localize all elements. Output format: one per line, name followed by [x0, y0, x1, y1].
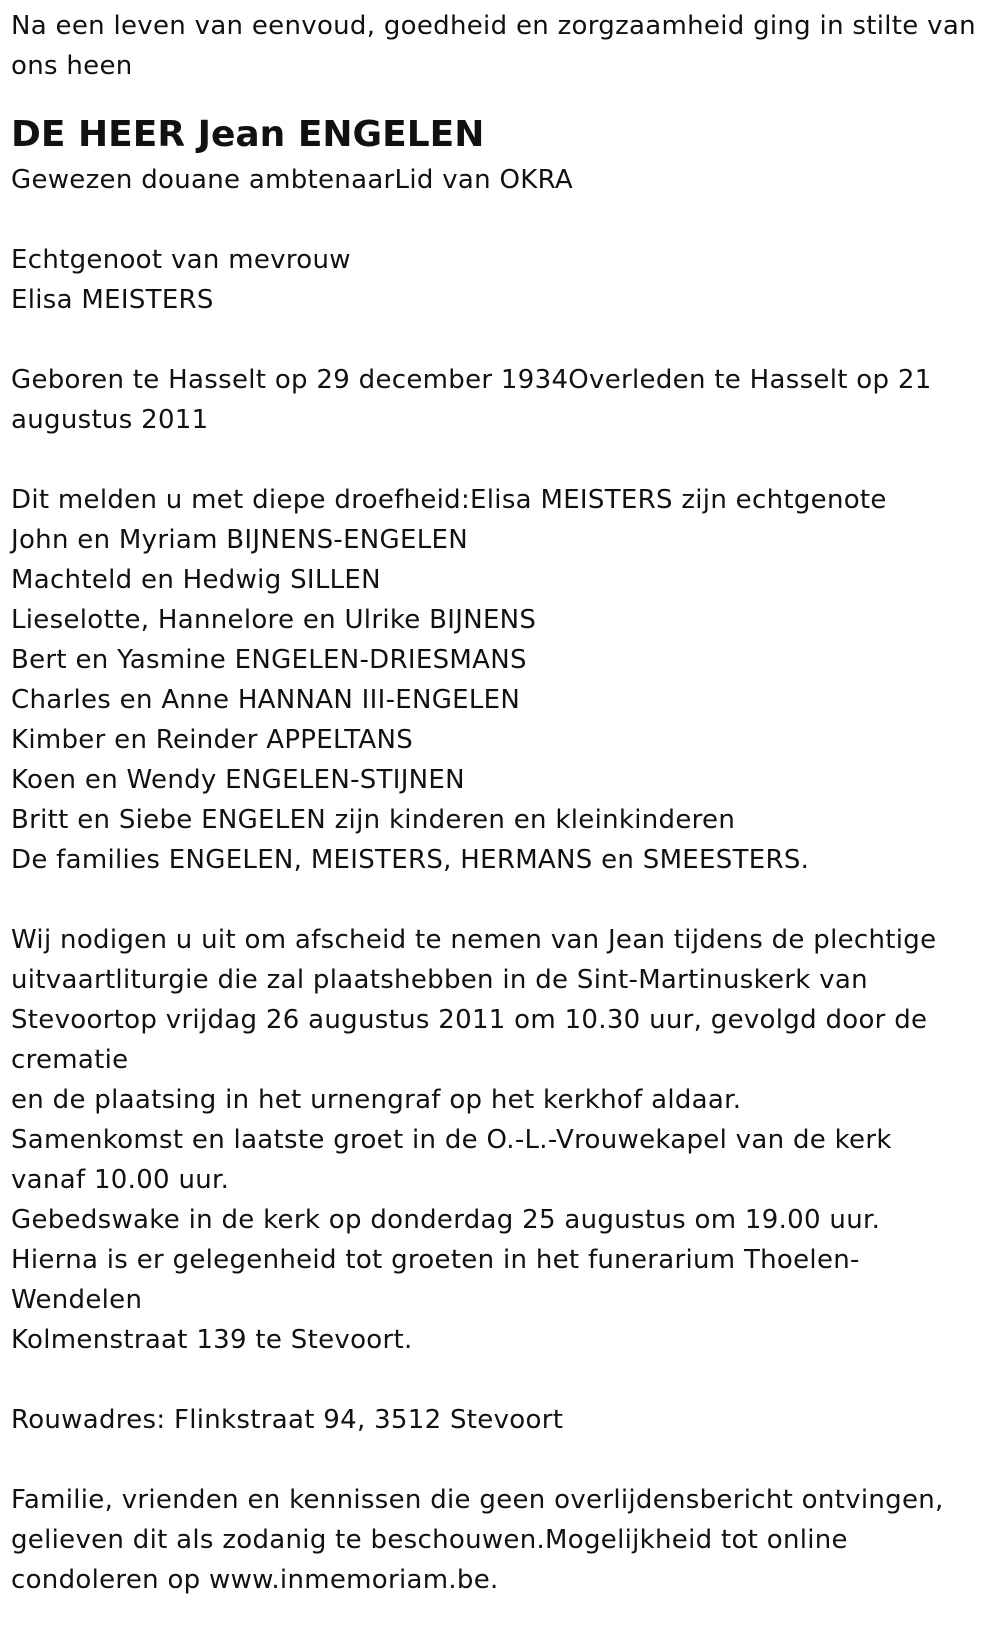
intro-line: Na een leven van eenvoud, goedheid en zorgzaamheid ging in stilte van	[11, 11, 976, 41]
closing-line: Familie, vrienden en kennissen die geen overlijdensbericht ontvingen,	[11, 1485, 944, 1515]
paragraph-spacer	[11, 1440, 989, 1480]
ceremony-line: Kolmenstraat 139 te Stevoort.	[11, 1325, 413, 1355]
spouse-line: Echtgenoot van mevrouw	[11, 245, 351, 275]
mourning-address: Rouwadres: Flinkstraat 94, 3512 Stevoort	[11, 1405, 564, 1435]
ceremony-line: Wij nodigen u uit om afscheid te nemen van Jean tijdens de plechtige	[11, 925, 937, 955]
spouse-line: Elisa MEISTERS	[11, 285, 214, 315]
spouse-paragraph	[11, 240, 989, 320]
mourner-line: Koen en Wendy ENGELEN-STIJNEN	[11, 765, 465, 795]
paragraph-spacer	[11, 440, 989, 480]
intro-line: ons heen	[11, 51, 133, 81]
ceremony-line: Samenkomst en laatste groet in de O.-L.-Vrouwekapel van de kerk	[11, 1125, 892, 1155]
mourner-line: Charles en Anne HANNAN III-ENGELEN	[11, 685, 521, 715]
ceremony-paragraph	[11, 920, 989, 1360]
paragraph-spacer	[11, 200, 989, 240]
ceremony-line: Wendelen	[11, 1285, 143, 1315]
birth-death-paragraph	[11, 360, 989, 440]
closing-line: condoleren op www.inmemoriam.be.	[11, 1565, 499, 1595]
paragraph-spacer	[11, 320, 989, 360]
ceremony-line: Gebedswake in de kerk op donderdag 25 augustus om 19.00 uur.	[11, 1205, 881, 1235]
mourner-line: Bert en Yasmine ENGELEN-DRIESMANS	[11, 645, 527, 675]
ceremony-line: vanaf 10.00 uur.	[11, 1165, 230, 1195]
birth-death-line: Geboren te Hasselt op 29 december 1934Overleden te Hasselt op 21	[11, 365, 932, 395]
ceremony-line: crematie	[11, 1045, 129, 1075]
closing-paragraph	[11, 1480, 989, 1600]
closing-line: gelieven dit als zodanig te beschouwen.Mogelijkheid tot online	[11, 1525, 848, 1555]
birth-death-line: augustus 2011	[11, 405, 209, 435]
mourner-line: Britt en Siebe ENGELEN zijn kinderen en kleinkinderen	[11, 805, 736, 835]
occupation-line: Gewezen douane ambtenaarLid van OKRA	[11, 165, 573, 195]
ceremony-line: Hierna is er gelegenheid tot groeten in het funerarium Thoelen-	[11, 1245, 860, 1275]
mourner-line: Dit melden u met diepe droefheid:Elisa MEISTERS zijn echtgenote	[11, 485, 887, 515]
paragraph-spacer	[11, 1360, 989, 1400]
mourner-line: Machteld en Hedwig SILLEN	[11, 565, 381, 595]
mourners-paragraph	[11, 480, 989, 880]
paragraph-spacer	[11, 880, 989, 920]
ceremony-line: en de plaatsing in het urnengraf op het kerkhof aldaar.	[11, 1085, 742, 1115]
mourner-line: John en Myriam BIJNENS-ENGELEN	[11, 525, 468, 555]
ceremony-line: uitvaartliturgie die zal plaatshebben in de Sint-Martinuskerk van	[11, 965, 868, 995]
mourner-line: Lieselotte, Hannelore en Ulrike BIJNENS	[11, 605, 537, 635]
intro-paragraph	[11, 6, 989, 86]
deceased-name-title: DE HEER Jean ENGELEN	[11, 114, 485, 155]
mourner-line: De families ENGELEN, MEISTERS, HERMANS en SMEESTERS.	[11, 845, 810, 875]
ceremony-line: Stevoortop vrijdag 26 augustus 2011 om 10.30 uur, gevolgd door de	[11, 1005, 928, 1035]
mourner-line: Kimber en Reinder APPELTANS	[11, 725, 414, 755]
